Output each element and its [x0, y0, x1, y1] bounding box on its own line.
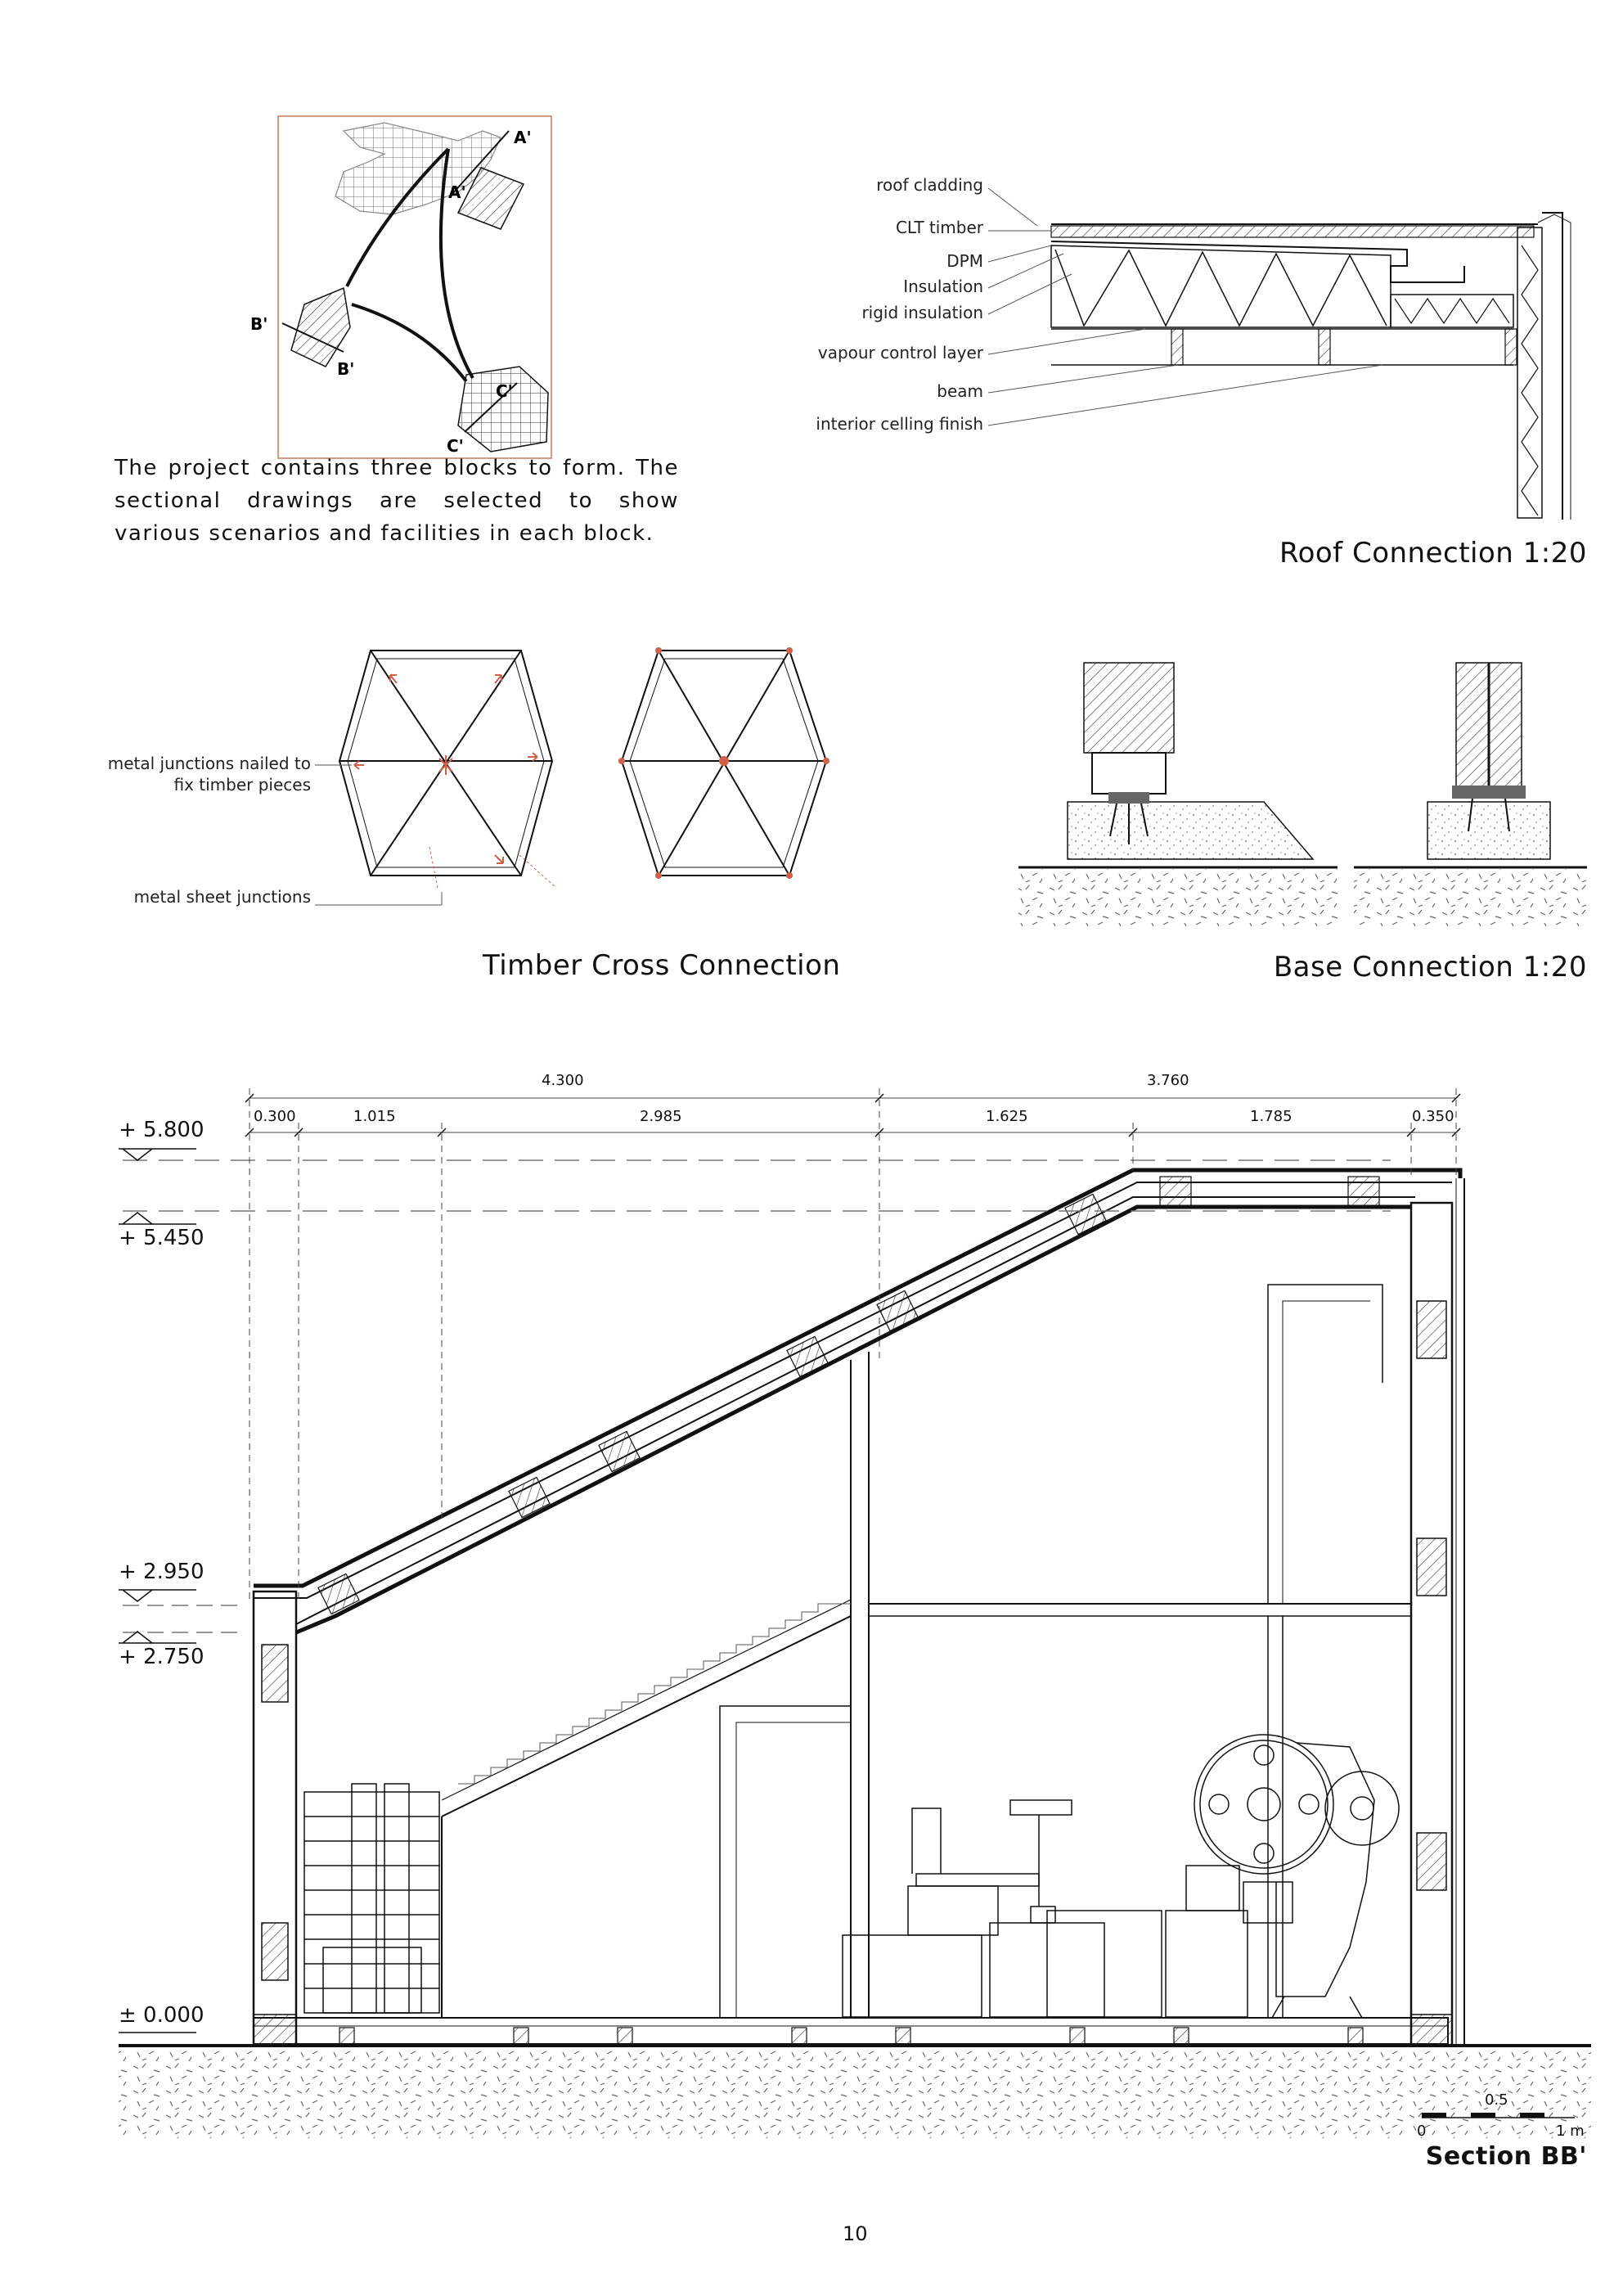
site-label-a1: A' [514, 128, 532, 147]
level-2950: + 2.950 [119, 1560, 205, 1584]
timber-cross-diagrams [315, 647, 829, 905]
stair-stringer [442, 1616, 851, 1817]
dim-1785: 1.785 [1250, 1108, 1293, 1125]
roof-connection-title: Roof Connection 1:20 [1279, 537, 1587, 569]
timber-label-metal-sheet: metal sheet junctions [133, 887, 311, 907]
roof-inner [296, 1207, 1411, 1632]
dim-4300: 4.300 [542, 1072, 584, 1089]
site-label-a2: A' [448, 182, 466, 202]
floor-slab [254, 2018, 1448, 2044]
page-number: 10 [843, 2222, 868, 2245]
roof-label-rigid-insulation: rigid insulation [861, 303, 983, 322]
roof-label-dpm: DPM [946, 251, 983, 271]
roof-label-beam: beam [937, 381, 983, 401]
base-footing-1 [1068, 802, 1313, 859]
dim-0350: 0.350 [1412, 1108, 1454, 1125]
roof-label-clt: CLT timber [895, 218, 983, 237]
insulation-zone [1051, 245, 1391, 327]
scale-label-one: 1 m [1556, 2123, 1585, 2140]
block-b-tile [291, 288, 350, 367]
hexagon-a [339, 651, 556, 888]
level-5450: + 5.450 [119, 1226, 205, 1250]
ground-soil [119, 2048, 1591, 2138]
level-0000: ± 0.000 [119, 2003, 205, 2028]
site-label-c1: C' [496, 381, 513, 401]
site-label-c2: C' [447, 436, 464, 456]
base-connection-title: Base Connection 1:20 [1273, 951, 1587, 984]
hexagon-b [618, 647, 829, 879]
roof-label-vapour: vapour control layer [817, 343, 983, 362]
timber-label-junctions: metal junctions nailed to fix timber pieces [107, 754, 311, 795]
base-detail [1018, 663, 1587, 926]
roof-label-cladding: roof cladding [876, 175, 983, 195]
dim-3760: 3.760 [1147, 1072, 1189, 1089]
dim-1625: 1.625 [986, 1108, 1028, 1125]
intro-paragraph: The project contains three blocks to form. The sectional drawings are selected to show various scenarios and facilities in each block. [115, 456, 679, 546]
dim-0300: 0.300 [254, 1108, 296, 1125]
section-bb [119, 1088, 1591, 2138]
level-markers [119, 1149, 196, 2033]
timber-cross-title: Timber Cross Connection [483, 949, 841, 982]
roof-outer [254, 1170, 1460, 1586]
dim-1015: 1.015 [353, 1108, 396, 1125]
dim-2985: 2.985 [640, 1108, 682, 1125]
base-footing-2 [1427, 802, 1550, 859]
block-c-tile [458, 367, 548, 452]
scale-label-half: 0.5 [1485, 2091, 1508, 2109]
dimension-lines [245, 1088, 1460, 1604]
roof-label-insulation: Insulation [903, 277, 983, 296]
site-label-b1: B' [250, 314, 268, 334]
insulation-zigzag [1055, 250, 1387, 326]
timber-stack [304, 1784, 439, 2013]
site-label-b2: B' [337, 359, 355, 379]
roof-wall [1517, 227, 1542, 518]
workshop-machines [843, 1735, 1399, 2018]
level-5800: + 5.800 [119, 1118, 205, 1142]
section-title: Section BB' [1425, 2142, 1587, 2171]
roof-detail [988, 188, 1571, 520]
clt-layer [1051, 226, 1534, 237]
level-2750: + 2.750 [119, 1645, 205, 1669]
scale-label-zero: 0 [1417, 2123, 1427, 2140]
roof-label-ceiling: interior celling finish [816, 414, 983, 434]
site-plan [250, 116, 551, 458]
